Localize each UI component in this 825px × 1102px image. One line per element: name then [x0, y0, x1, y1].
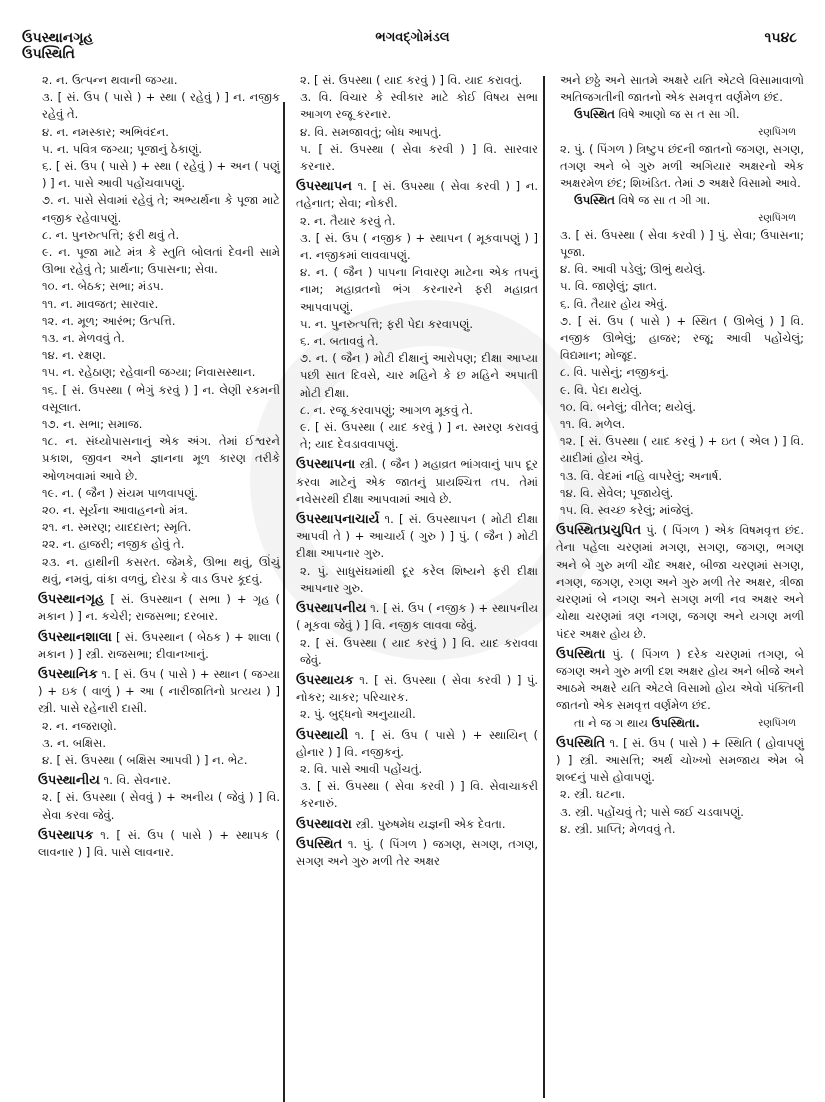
entry-sense: ૫. ન. પવિત્ર જગ્યા; પૂજાનું ઠેકાણું.	[42, 141, 203, 156]
verse-quote	[556, 192, 804, 209]
entry-sense: ૨. વિ. પાસે આવી પહોંચતું.	[300, 761, 423, 776]
definition-text: ૧. [ સં. ઉપસ્થા ( સેવા કરવી ) ] પું. નોકર; ચાકર; પરિચારક.	[296, 672, 538, 705]
column-2	[296, 72, 538, 870]
verse-quote	[556, 106, 804, 123]
dictionary-entry	[38, 591, 280, 625]
definition-text: ૧. [ સં. ઉપ ( પાસે ) + સ્થાપક ( લાવનાર ) ] વિ. પાસે લાવનાર.	[38, 827, 280, 859]
headword: ઉપસ્થિતા	[556, 646, 606, 662]
dictionary-entry	[38, 666, 280, 718]
entry-sense: ૭. [ સં. ઉપ ( પાસે ) + સ્થિત ( ઊભેલું ) ] વિ. નજીક ઊભેલું; હાજર; રજૂ; આવી પહોંચેલું; વિદ્યમાન; મોજૂદ.	[560, 313, 804, 363]
entry-sense: ૧૭. ન. સભા; સમાજ.	[42, 417, 143, 432]
entry-sense: ૬. ન. બતાવવું તે.	[300, 334, 379, 349]
dictionary-entry	[296, 816, 538, 833]
guide-word-first: ઉપસ્થાનગૃહ	[22, 30, 94, 46]
definition-text: પું. ( પિંગળ ) એક વિષમવૃત્ત છંદ. તેના પહેલા ચરણમાં મગણ, સગણ, જગણ, ભગણ અને બે ગુરુ મળી ચૌદ અક્ષર, બીજા ચરણમાં સગણ, નગણ, જગણ, રગણ અને ગુરુ મળી તેર અક્ષર, ત્રીજા ચરણમાં બે નગણ અને સગણ મળી નવ અક્ષર અને ચોથા ચરણમાં ત્રણ નગણ, જગણ અને યગણ મળી પંદર અક્ષર હોય છે.	[556, 523, 804, 641]
entry-sense: ૯. ન. પૂજા માટે મંત્ર કે સ્તુતિ બોલતાં દેવની સામે ઊભા રહેવું તે; પ્રાર્થના; ઉપાસના; સેવા.	[42, 245, 280, 277]
dictionary-entry	[296, 456, 538, 508]
definition-text: ૧. [ સં. ઉપસ્થાપન ( મોટી દીક્ષા આપવી તે ) + આચાર્ય ( ગુરુ ) ] પું. ( જૈન ) મોટી દીક્ષા આપનાર ગુરુ.	[296, 512, 538, 561]
quoted-headword: ઉપસ્થિત	[574, 107, 615, 122]
headword: ઉપસ્થાયક	[296, 672, 354, 688]
definition-text: [ સં. ઉપસ્થાન ( સભા ) + ગૃહ ( મકાન ) ] ન. કચેરી; રાજસભા; દરબાર.	[38, 592, 280, 624]
definition-text: સ્ત્રી. ( જૈન ) મહાવ્રત ભાંગવાનું પાપ દૂર કરવા માટેનું એક જાતનું પ્રાયશ્ચિત્ત તપ. તેમાં નવેસરથી દીક્ષા આપવામાં આવે છે.	[296, 457, 538, 506]
definition-text: ૧. [ સં. ઉપ ( પાસે ) + સ્થાયિન્ ( હોનાર ) ] વિ. નજીકનું.	[296, 727, 538, 759]
entry-sense: ૩. [ સં. ઉપસ્થા ( સેવા કરવી ) ] વિ. સેવાચાકરી કરનારું.	[300, 779, 538, 811]
entry-sense: ૯. વિ. પેદા થયેલું.	[560, 382, 643, 397]
page-header	[0, 26, 825, 66]
entry-sense: ૫. [ સં. ઉપસ્થા ( સેવા કરવી ) ] વિ. સારવાર કરનાર.	[300, 141, 538, 174]
entry-sense: ૬. વિ. તૈયાર હોય એવું.	[560, 296, 668, 311]
entry-sense: ૨૦. ન. સૂર્યના આવાહનનો મંત્ર.	[42, 503, 188, 518]
definition-text: [ સં. ઉપસ્થાન ( બેઠક ) + શાલા ( મકાન ) ] સ્ત્રી. રાજસભા; દીવાનખાનું.	[38, 629, 280, 661]
column-divider	[543, 76, 545, 1098]
entry-sense: ૧૦. વિ. બનેલું; વીતેલ; થયેલું.	[560, 399, 696, 414]
entry-sense: ૪. સ્ત્રી. પ્રાપ્તિ; મેળવવું તે.	[560, 821, 676, 836]
dictionary-entry	[296, 511, 538, 563]
entry-sense: ૪. વિ. આવી પડેલું; ઊભું થયેલું.	[560, 262, 706, 277]
entry-sense: ૧૮. ન. સંધ્યોપાસનાનું એક અંગ. તેમાં ઈશ્વરને પ્રકાશ, જીવન અને જ્ઞાનના મૂળ કારણ તરીકે ઓળખવામાં આવે છે.	[42, 434, 280, 483]
verse-quote	[556, 715, 804, 732]
entry-sense: ૩. ન. બક્ષિસ.	[42, 735, 107, 750]
source-citation: રણપિંગળ	[758, 212, 796, 224]
dictionary-entry	[38, 772, 280, 789]
dictionary-entry	[38, 629, 280, 663]
entry-sense: ૧૯. ન. ( જૈન ) સંયમ પાળવાપણું.	[42, 485, 198, 500]
definition-text: ૧. [ સં. ઉપ ( પાસે ) + સ્થિતિ ( હોવાપણું ) ] સ્ત્રી. આસત્તિ; અર્થ ચોખ્ખો સમજાય એમ બે શબ્દનું પાસે હોવાપણું.	[556, 735, 804, 785]
guide-word-last: ઉપસ્થિતિ	[22, 46, 75, 62]
entry-sense: ૯. [ સં. ઉપસ્થા ( યાદ કરવું ) ] ન. સ્મરણ કરાવવું તે; યાદ દેવડાવવાપણું.	[300, 420, 538, 452]
entry-sense: ૪. [ સં. ઉપસ્થા ( બક્ષિસ આપવી ) ] ન. ભેટ.	[42, 752, 248, 767]
entry-sense: ૨૧. ન. સ્મરણ; યાદદાસ્ત; સ્મૃતિ.	[42, 520, 192, 535]
headword: ઉપસ્થાપનાચાર્ય	[296, 512, 380, 528]
entry-sense: ૨. ન. તૈયાર કરવું તે.	[300, 213, 396, 228]
entry-sense: ૨. પું. ( પિંગળ ) ત્રિષ્ટુપ છંદની જાતનો જગણ, સગણ, તગણ અને બે ગુરુ મળી અગિયાર અક્ષરનો એક અક્ષરમેળ છંદ; શિખંડિત. તેમાં ૭ અક્ષરે વિસામો આવે.	[560, 141, 804, 191]
headword: ઉપસ્થાપના	[296, 457, 356, 473]
dictionary-entry	[296, 178, 538, 212]
dictionary-entry	[556, 522, 804, 642]
entry-sense: ૩. [ સં. ઉપસ્થા ( સેવા કરવી ) ] પું. સેવા; ઉપાસના; પૂજા.	[560, 227, 804, 260]
headword: ઉપસ્થાપન	[296, 179, 352, 195]
entry-sense: ૧૧. ન. માવજત; સારવાર.	[42, 296, 159, 311]
definition-text: ૧. [ સં. ઉપસ્થા ( સેવા કરવી ) ] ન. તહેનાત; સેવા; નોકરી.	[296, 179, 538, 211]
headword: ઉપસ્થિત	[296, 836, 343, 852]
headword: ઉપસ્થાનીય	[38, 773, 100, 789]
entry-sense: ૩. સ્ત્રી. પહોંચવું તે; પાસે જઈ ચડવાપણું.	[560, 804, 744, 819]
entry-sense: ૫. વિ. જાણેલું; જ્ઞાત.	[560, 279, 658, 294]
headword: ઉપસ્થાનિક	[38, 666, 98, 682]
headword: ઉપસ્થાયી	[296, 727, 349, 743]
entry-sense: ૧૪. વિ. સેવેલ; પૂજાયેલું.	[560, 485, 674, 500]
verse-text: વિષે આણો જ સ ત સા ગી.	[614, 107, 740, 122]
entry-sense: ૨. [ સં. ઉપસ્થા ( યાદ કરવું ) ] વિ. યાદ કરાવતું.	[300, 73, 523, 87]
entry-sense: ૬. [ સં. ઉપ ( પાસે ) + સ્થા ( રહેવું ) + અન ( પણું ) ] ન. પાસે આવી પહોંચવાપણું.	[42, 159, 280, 191]
entry-sense: ૧૪. ન. રક્ષણ.	[42, 348, 106, 363]
dictionary-entry	[296, 727, 538, 761]
entry-sense: ૨. ન. ઉત્પન્ન થવાની જગ્યા.	[42, 73, 178, 87]
entry-sense: ૧૩. વિ. વેદમાં નહિ વાપરેલું; અનાર્ષ.	[560, 468, 723, 483]
entry-sense: ૮. વિ. પાસેનું; નજીકનું.	[560, 365, 669, 380]
entry-sense: ૫. ન. પુનરુત્પત્તિ; ફરી પેદા કરવાપણું.	[300, 316, 474, 331]
entry-sense: ૨. પું. બુદ્ધનો અનુયાયી.	[300, 707, 416, 722]
quoted-headword: ઉપસ્થિતા.	[651, 715, 700, 730]
entry-sense: ૨. સ્ત્રી. ઘટના.	[560, 787, 626, 802]
entry-sense: ૧૫. વિ. સ્વચ્છ કરેલું; માંજેલું.	[560, 503, 694, 518]
headword: ઉપસ્થાપક	[38, 827, 94, 843]
entry-sense: ૨. [ સં. ઉપસ્થા ( સેવવું ) + અનીય ( જેવું ) ] વિ. સેવા કરવા જેવું.	[42, 790, 280, 822]
definition-text: ૧. [ સં. ઉપ ( પાસે ) + સ્થાન ( જગ્યા ) + ઇક ( વાળું ) + આ ( નારીજાતિનો પ્રત્યય ) ] સ્ત્રી. પાસે રહેનારી દાસી.	[38, 666, 280, 716]
entry-sense: ૨૩. ન. હાથીની કસરત. જેમકે, ઊભા થવું, ઊંચું થવું, નમવું, વાંકા વળવું, દોરડા કે વાડ ઉપર કૂદવું.	[42, 554, 280, 586]
quoted-headword: ઉપસ્થિત	[574, 193, 615, 208]
definition-text: ૧. પું. ( પિંગળ ) જગણ, સગણ, તગણ, સગણ અને ગુરુ મળી તેર અક્ષર	[296, 836, 538, 868]
column-1	[38, 72, 280, 861]
dictionary-entry	[296, 672, 538, 706]
entry-sense: ૪. વિ. સમજાવતું; બોધ આપતું.	[300, 124, 442, 139]
entry-sense: ૧૧. વિ. મળેલ.	[560, 417, 626, 432]
source-citation: રણપિંગળ	[758, 717, 796, 729]
entry-sense: ૩. [ સં. ઉપ ( નજીક ) + સ્થાપન ( મૂકવાપણું ) ] ન. નજીકમાં લાવવાપણું.	[300, 230, 538, 263]
entry-sense: ૮. ન. રજૂ કરવાપણું; આગળ મૂકવું તે.	[300, 402, 474, 417]
dictionary-entry	[296, 836, 538, 870]
entry-sense: ૭. ન. ( જૈન ) મોટી દીક્ષાનું આરોપણ; દીક્ષા આપ્યા પછી સાત દિવસે, ચાર મહિને કે છ મહિને અપાતી મોટી દીક્ષા.	[300, 351, 538, 400]
entry-sense: ૨૨. ન. હાજરી; નજીક હોવું તે.	[42, 537, 185, 552]
source-citation: રણપિંગળ	[758, 126, 796, 138]
column-divider	[283, 102, 285, 1102]
dictionary-entry	[556, 646, 804, 715]
entry-sense: ૨. ન. નજરાણો.	[42, 718, 117, 733]
entry-sense: ૩. વિ. વિચાર કે સ્વીકાર માટે કોઈ વિષય સભા આગળ રજૂ કરનાર.	[300, 90, 538, 122]
dictionary-entry	[38, 827, 280, 861]
entry-sense: ૪. ન. નમસ્કાર; અભિવંદન.	[42, 124, 169, 139]
entry-sense: ૧૫. ન. રહેઠાણ; રહેવાની જગ્યા; નિવાસસ્થાન.	[42, 365, 256, 380]
entry-sense: અને છઠ્ઠે અને સાતમે અક્ષરે યતિ એટલે વિસામાવાળો અતિજગતીની જાતનો એક સમવૃત્ત વર્ણમેળ છંદ.	[560, 73, 804, 105]
entry-sense: ૭. ન. પાસે સેવામાં રહેવું તે; અભ્યર્થના કે પૂજા માટે નજીક રહેવાપણું.	[42, 193, 280, 225]
entry-sense: ૧૩. ન. મેળવવું તે.	[42, 331, 125, 346]
entry-sense: ૩. [ સં. ઉપ ( પાસે ) + સ્થા ( રહેવું ) ] ન. નજીક રહેવું તે.	[42, 90, 280, 122]
entry-sense: ૧૦. ન. બેઠક; સભા; મંડપ.	[42, 279, 164, 294]
running-title: ભગવદ્ગોમંડલ	[375, 30, 450, 45]
verse-text: વિષે જ સા ત ગી ગા.	[614, 193, 711, 208]
definition-text: સ્ત્રી. પુરુષમેધ યજ્ઞની એક દેવતા.	[351, 816, 506, 831]
entry-sense: ૪. ન. ( જૈન ) પાપના નિવારણ માટેના એક તપનું નામ; મહાવ્રતનો ભંગ કરનારને ફરી મહાવ્રત આપવાપણું.	[300, 265, 538, 314]
entry-sense: ૨. [ સં. ઉપસ્થા ( યાદ કરવું ) ] વિ. યાદ કરાવવા જેવું.	[300, 635, 538, 667]
entry-sense: ૨. પું. સાધુસંઘમાંથી દૂર કરેલ શિષ્યને ફરી દીક્ષા આપનાર ગુરુ.	[300, 563, 538, 595]
column-3	[556, 72, 804, 838]
headword: ઉપસ્થાનગૃહ	[38, 592, 105, 608]
definition-text: ૧. [ સં. ઉપ ( નજીક ) + સ્થાપનીય ( મૂકવા જેવું ) ] વિ. નજીક લાવવા જેવું.	[296, 601, 538, 633]
dictionary-columns	[0, 72, 825, 1032]
dictionary-entry	[556, 735, 804, 787]
entry-sense: ૧૨. ન. મૂળ; આરંભ; ઉત્પત્તિ.	[42, 313, 176, 328]
headword: ઉપસ્થાનશાલા	[38, 629, 112, 645]
entry-sense: ૮. ન. પુનરુત્પત્તિ; ફરી થવું તે.	[42, 227, 180, 242]
headword: ઉપસ્થિતપ્રચુપિત	[556, 523, 642, 539]
entry-sense: ૧૬. [ સં. ઉપસ્થા ( ભેગું કરવું ) ] ન. લેણી રકમની વસૂલાત.	[42, 382, 280, 414]
verse-text: તા ને જ ગ થાય	[574, 715, 652, 730]
definition-text: પું. ( પિંગળ ) દરેક ચરણમાં તગણ, બે જગણ અને ગુરુ મળી દશ અક્ષર હોય અને બીજે અને આઠમે અક્ષરે યતિ એટલે વિસામો હોય એવો પંક્તિની જાતનો એક સમવૃત્ત વર્ણમેળ છંદ.	[556, 646, 804, 713]
headword: ઉપસ્થાવરા	[296, 816, 352, 832]
headword: ઉપસ્થાપનીય	[296, 601, 367, 617]
definition-text: ૧. વિ. સેવનાર.	[99, 773, 172, 788]
page-number: ૧૫૪૮	[764, 30, 797, 46]
headword: ઉપસ્થિતિ	[556, 735, 606, 751]
dictionary-entry	[296, 600, 538, 634]
entry-sense: ૧૨. [ સં. ઉપસ્થા ( યાદ કરવું ) + ઇત ( એલ ) ] વિ. યાદીમાં હોય એવું.	[560, 434, 804, 466]
